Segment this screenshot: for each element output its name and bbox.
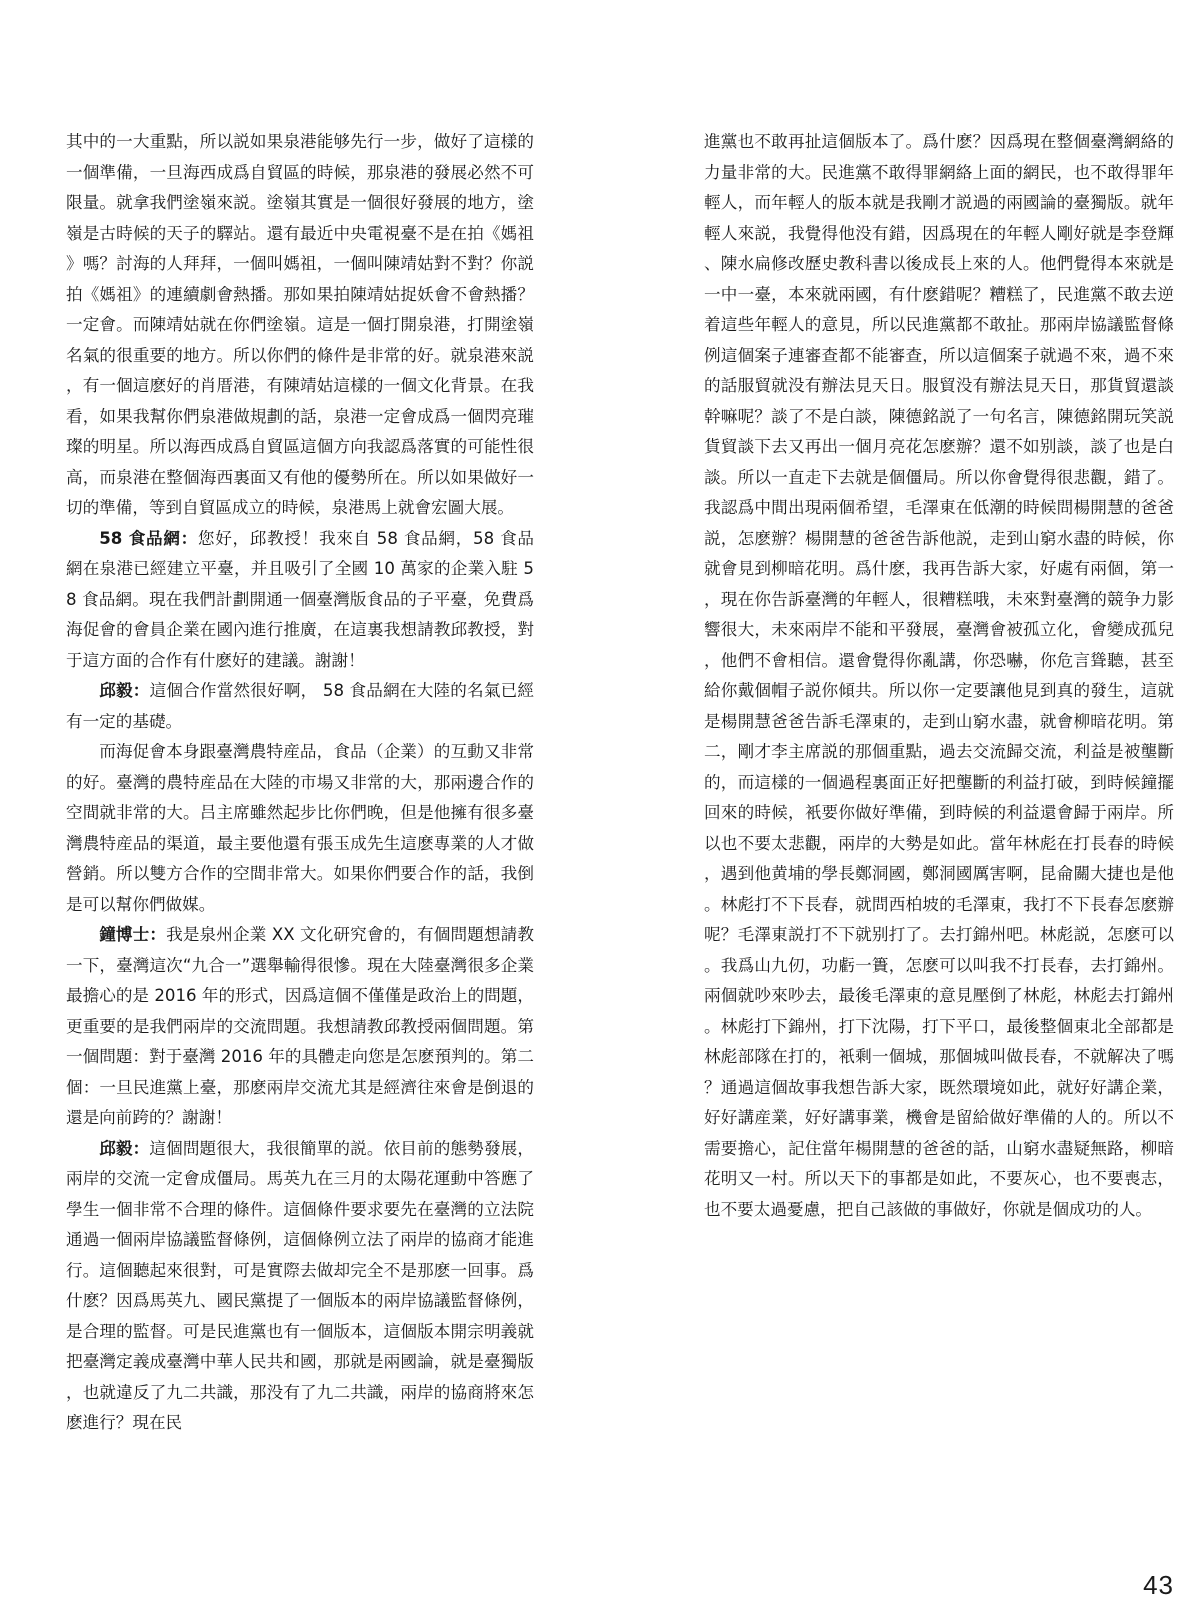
speaker-label: 鐘博士：: [99, 925, 167, 944]
dialogue-paragraph: [66, 524, 534, 677]
dialogue-paragraph: [66, 920, 534, 1134]
dialogue-text: 我是泉州企業 XX 文化研究會的，有個問題想請教一下，臺灣這次“九合一”選舉輸得很慘。現在大陸臺灣很多企業最擔心的是 2016 年的形式，因爲這個不僅僅是政治上的問題，更重要的是我們兩岸的交流問題。我想請教邱教授兩個問題。第一個問題：對于臺灣 2016 年的具體走向您是怎麽預判的。第二個：一旦民進黨上臺，那麽兩岸交流尤其是經濟往來會是倒退的還是向前跨的？謝謝！: [66, 925, 534, 1127]
speaker-label: 邱毅：: [99, 1138, 150, 1158]
right-text-column: [704, 127, 1174, 1225]
paragraph: 而海促會本身跟臺灣農特産品，食品（企業）的互動又非常的好。臺灣的農特産品在大陸的市場又非常的大，那兩邊合作的空間就非常的大。吕主席雖然起步比你們晚，但是他擁有很多臺灣農特産品的渠道，最主要他還有張玉成先生這麽專業的人才做營銷。所以雙方合作的空間非常大。如果你們要合作的話，我倒是可以幫你們做媒。: [66, 742, 534, 914]
dialogue-paragraph: [66, 1134, 534, 1439]
dialogue-text: 您好，邱教授！我來自 58 食品網，58 食品網在泉港已經建立平臺，并且吸引了全國 10 萬家的企業入駐 58 食品網。現在我們計劃開通一個臺灣版食品的子平臺，免費爲海促會的會員企業在國內進行推廣，在這裏我想請教邱教授，對于這方面的合作有什麽好的建議。謝謝！: [66, 528, 534, 670]
speaker-label: 58 食品網：: [99, 528, 198, 548]
paragraph: 進黨也不敢再扯這個版本了。爲什麽？因爲現在整個臺灣網絡的力量非常的大。民進黨不敢得罪網絡上面的網民，也不敢得罪年輕人，而年輕人的版本就是我剛才説過的兩國論的臺獨版。就年輕人來説，我覺得他没有錯，因爲現在的年輕人剛好就是李登輝、陳水扁修改歷史教科書以後成長上來的人。他們覺得本來就是一中一臺，本來就兩國，有什麽錯呢？糟糕了，民進黨不敢去逆着這些年輕人的意見，所以民進黨都不敢扯。那兩岸協議監督條例這個案子連審查都不能審查，所以這個案子就過不來，過不來的話服貿就没有辦法見天日。服貿没有辦法見天日，那貨貿還談幹嘛呢？談了不是白談，陳德銘説了一句名言，陳德銘開玩笑説貨貿談下去又再出一個月亮花怎麽辦？還不如别談，談了也是白談。所以一直走下去就是個僵局。所以你會覺得很悲觀，錯了。我認爲中間出現兩個希望，毛澤東在低潮的時候問楊開慧的爸爸説，怎麽辦？楊開慧的爸爸告訴他説，走到山窮水盡的時候，你就會見到柳暗花明。爲什麽，我再告訴大家，好處有兩個，第一，現在你告訴臺灣的年輕人，很糟糕哦，未來對臺灣的競争力影響很大，未來兩岸不能和平發展，臺灣會被孤立化，會變成孤兒，他們不會相信。還會覺得你亂講，你恐嚇，你危言聳聽，甚至給你戴個帽子説你傾共。所以你一定要讓他見到真的發生，這就是楊開慧爸爸告訴毛澤東的，走到山窮水盡，就會柳暗花明。第二，剛才李主席説的那個重點，過去交流歸交流，利益是被壟斷的，而這樣的一個過程裏面正好把壟斷的利益打破，到時候鐘擺回來的時候，衹要你做好準備，到時候的利益還會歸于兩岸。所以也不要太悲觀，兩岸的大勢是如此。當年林彪在打長春的時候，遇到他黄埔的學長鄭洞國，鄭洞國厲害啊，昆侖關大捷也是他。林彪打不下長春，就問西柏坡的毛澤東，我打不下長春怎麽辦呢？毛澤東説打不下就别打了。去打錦州吧。林彪説，怎麽可以。我爲山九仞，功虧一簣，怎麽可以叫我不打長春，去打錦州。兩個就吵來吵去，最後毛澤東的意見壓倒了林彪，林彪去打錦州。林彪打下錦州，打下沈陽，打下平口，最後整個東北全部都是林彪部隊在打的，衹剩一個城，那個城叫做長春，不就解决了嗎？通過這個故事我想告訴大家，既然環境如此，就好好講企業，好好講産業，好好講事業，機會是留給做好準備的人的。所以不需要擔心，記住當年楊開慧的爸爸的話，山窮水盡疑無路，柳暗花明又一村。所以天下的事都是如此，不要灰心，也不要喪志，也不要太過憂慮，把自己該做的事做好，你就是個成功的人。: [704, 132, 1174, 1219]
dialogue-text: 這個合作當然很好啊， 58 食品網在大陸的名氣已經有一定的基礎。: [66, 681, 534, 731]
speaker-label: 邱毅：: [99, 681, 150, 700]
dialogue-text: 這個問題很大，我很簡單的説。依目前的態勢發展，兩岸的交流一定會成僵局。馬英九在三月的太陽花運動中答應了學生一個非常不合理的條件。這個條件要求要先在臺灣的立法院通過一個兩岸協議監督條例，這個條例立法了兩岸的協商才能進行。這個聽起來很對，可是實際去做却完全不是那麽一回事。爲什麽？因爲馬英九、國民黨提了一個版本的兩岸協議監督條例，是合理的監督。可是民進黨也有一個版本，這個版本開宗明義就把臺灣定義成臺灣中華人民共和國，那就是兩國論，就是臺獨版，也就違反了九二共識，那没有了九二共識，兩岸的協商將來怎麽進行？現在民: [66, 1138, 534, 1432]
dialogue-paragraph: [66, 676, 534, 737]
left-text-column: [66, 127, 534, 1439]
paragraph: 其中的一大重點，所以説如果泉港能够先行一步，做好了這樣的一個準備，一旦海西成爲自貿區的時候，那泉港的發展必然不可限量。就拿我們塗嶺來説。塗嶺其實是一個很好發展的地方，塗嶺是古時候的天子的驛站。還有最近中央電視臺不是在拍《媽祖》嗎？討海的人拜拜，一個叫媽祖，一個叫陳靖姑對不對？你説拍《媽祖》的連續劇會熱播。那如果拍陳靖姑捉妖會不會熱播？一定會。而陳靖姑就在你們塗嶺。這是一個打開泉港，打開塗嶺名氣的很重要的地方。所以你們的條件是非常的好。就泉港來説，有一個這麽好的肖厝港，有陳靖姑這樣的一個文化背景。在我看，如果我幫你們泉港做規劃的話，泉港一定會成爲一個閃亮璀璨的明星。所以海西成爲自貿區這個方向我認爲落實的可能性很高，而泉港在整個海西裏面又有他的優勢所在。所以如果做好一切的準備，等到自貿區成立的時候，泉港馬上就會宏圖大展。: [66, 132, 534, 517]
page-number: 43: [1143, 1570, 1174, 1600]
